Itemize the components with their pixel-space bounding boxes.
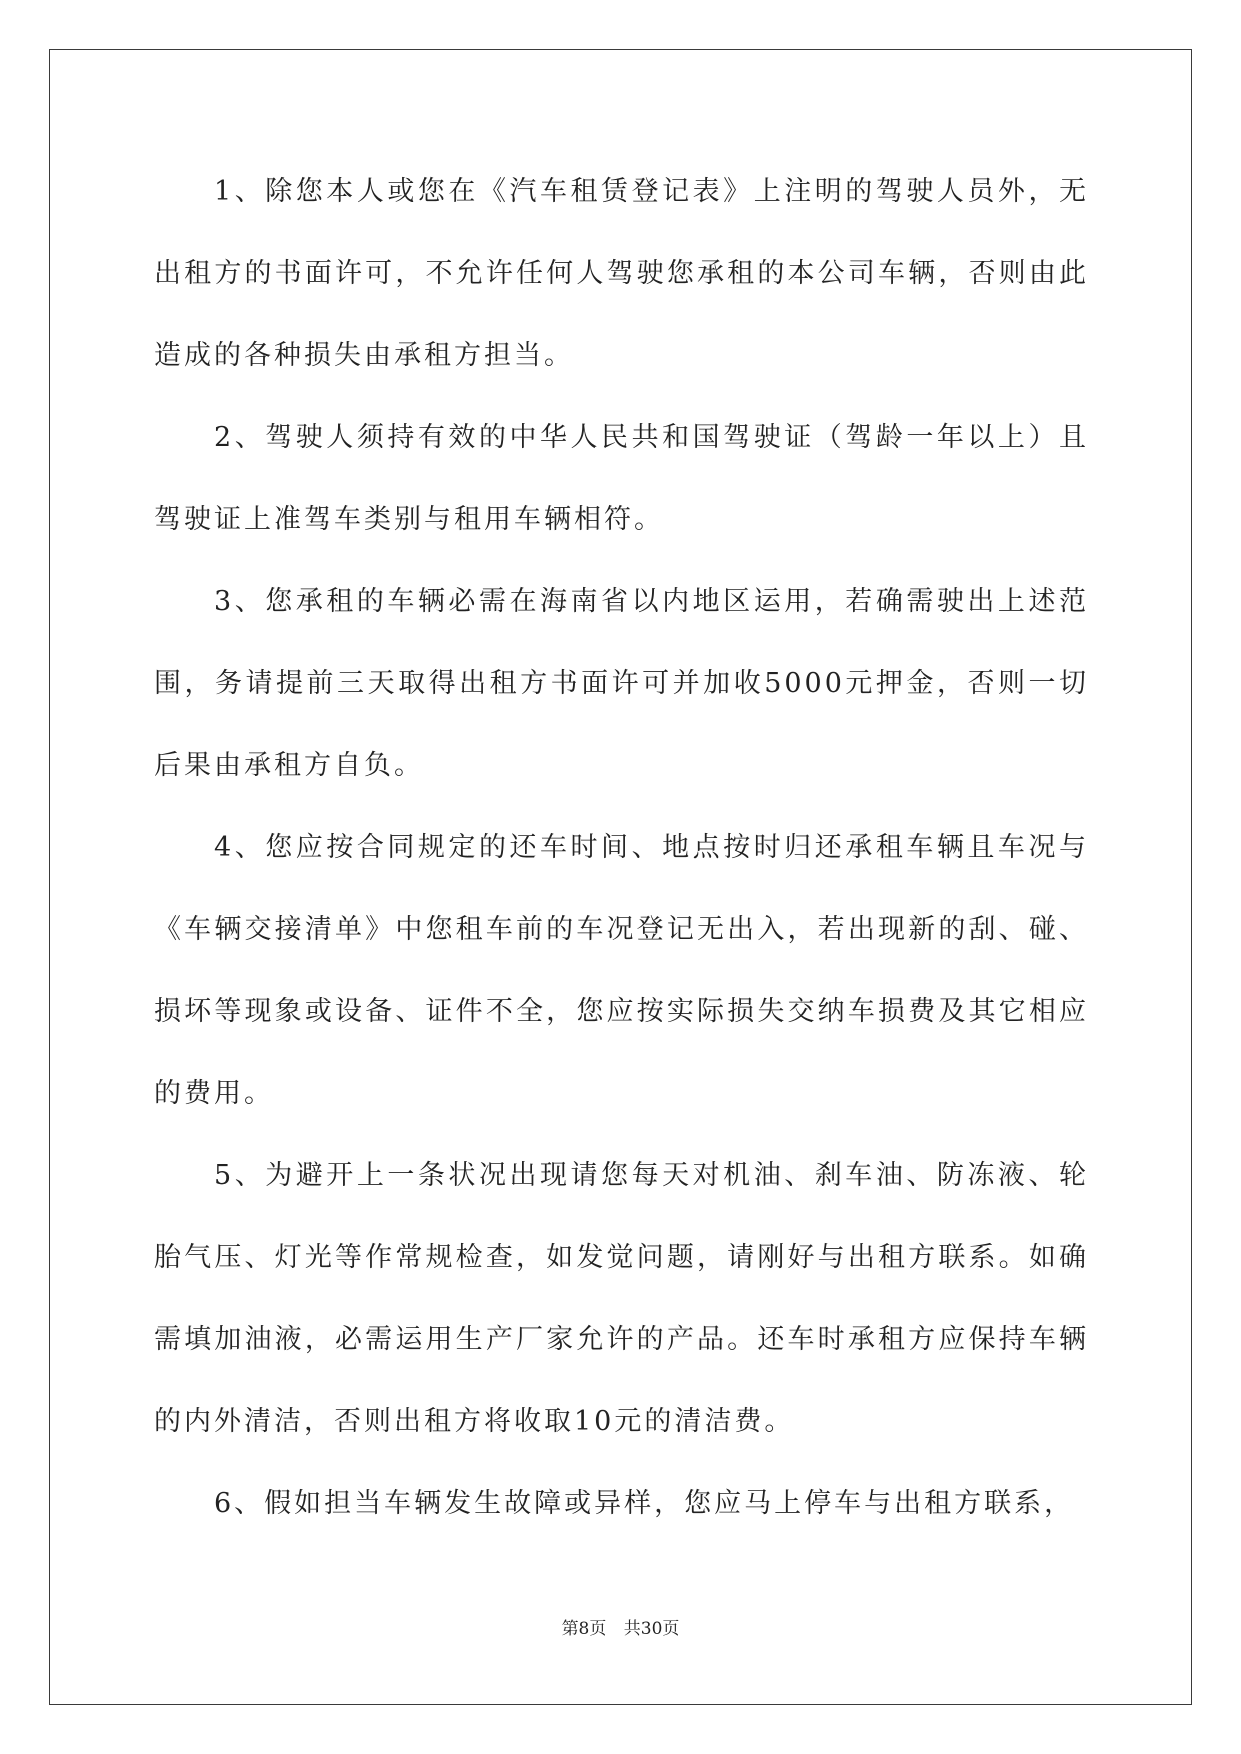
paragraph-1: 1、除您本人或您在《汽车租赁登记表》上注明的驾驶人员外，无出租方的书面许可，不允许任何人驾驶您承租的本公司车辆，否则由此造成的各种损失由承租方担当。 (154, 176, 1089, 371)
page-number: 第8页 (561, 1619, 607, 1639)
paragraph-2: 2、驾驶人须持有效的中华人民共和国驾驶证（驾龄一年以上）且驾驶证上准驾车类别与租用车辆相符。 (154, 422, 1089, 535)
paragraph-5: 5、为避开上一条状况出现请您每天对机油、刹车油、防冻液、轮胎气压、灯光等作常规检查，如发觉问题，请刚好与出租方联系。如确需填加油液，必需运用生产厂家允许的产品。还车时承租方应保持车辆的内外清洁，否则出租方将收取10元的清洁费。 (154, 1160, 1089, 1437)
paragraph-6: 6、假如担当车辆发生故障或异样，您应马上停车与出租方联系， (214, 1488, 1075, 1519)
page-total: 共30页 (623, 1619, 680, 1639)
page-footer (0, 1614, 1241, 1639)
paragraph-3: 3、您承租的车辆必需在海南省以内地区运用，若确需驶出上述范围，务请提前三天取得出租方书面许可并加收5000元押金，否则一切后果由承租方自负。 (154, 586, 1089, 781)
paragraph-4: 4、您应按合同规定的还车时间、地点按时归还承租车辆且车况与《车辆交接清单》中您租车前的车况登记无出入，若出现新的刮、碰、损坏等现象或设备、证件不全，您应按实际损失交纳车损费及其它相应的费用。 (154, 832, 1089, 1109)
document-body (154, 151, 1089, 1545)
